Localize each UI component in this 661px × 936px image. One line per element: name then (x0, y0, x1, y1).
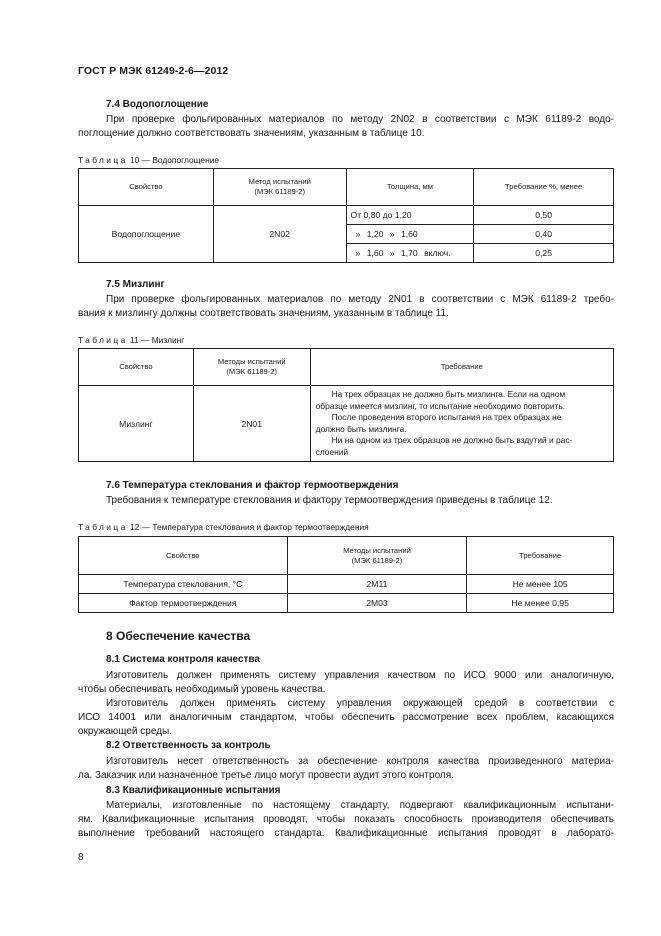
section-7-5-text (78, 293, 614, 321)
section-7-6-heading: 7.6 Температура стеклования и фактор термоотверждения (106, 480, 399, 491)
cell-property: Мизлинг (79, 386, 194, 462)
table-12 (78, 536, 614, 613)
col-header-thickness: Толщина, мм (346, 169, 474, 206)
req-line: На трех образцах не должно быть мизлинга. Если на одном (331, 389, 566, 399)
cell-method: 2N01 (193, 386, 310, 462)
cell-requirement: Не менее 0,95 (467, 594, 614, 613)
page-number: 8 (78, 852, 84, 863)
section-8-1-heading: 8.1 Система контроля качества (106, 654, 260, 665)
cell-property: Водопоглощение (79, 206, 214, 263)
col-header-method (193, 349, 310, 386)
req-line: образце имеется мизлинг, то испытание необходимо повторить. (315, 400, 566, 411)
req-line: слоений (315, 446, 349, 457)
text-line: ИСО 14001 или аналогичным стандартом, чтобы обеспечить рассмотрение всех проблем, касающихся (78, 712, 614, 723)
caption-text: 10 — Водопоглощение (129, 155, 220, 165)
section-8-2-heading: 8.2 Ответственность за контроль (106, 740, 271, 751)
text-line: Изготовитель должен применять систему управления качеством по ИСО 9000 или аналогичную, (106, 670, 614, 681)
cell-requirement: Не менее 105 (467, 575, 614, 594)
cell-thickness: » 1,60 » 1,70 включ. (346, 244, 474, 263)
header-line: Методы испытаний (343, 545, 411, 555)
document-header: ГОСТ Р МЭК 61249-2-6—2012 (78, 65, 229, 77)
section-7-6-text: Требования к температуре стеклования и фактору термоотверждения приведены в таблице 12. (106, 495, 553, 506)
table-header-row (79, 349, 614, 386)
cell-thickness: От 0,80 до 1,20 (346, 206, 474, 225)
req-line: должно быть мизлинга. (315, 423, 407, 434)
cell-requirement: 0,40 (474, 225, 614, 244)
table-10-caption (78, 155, 219, 165)
header-line: (МЭК 61189-2) (351, 555, 403, 565)
header-line: (МЭК 61189-2) (254, 187, 306, 196)
col-header-property: Свойство (79, 169, 214, 206)
cell-property: Температура стеклования, °С (79, 575, 288, 594)
table-row (79, 575, 614, 594)
section-8-heading: 8 Обеспечение качества (106, 629, 251, 643)
col-header-property: Свойство (79, 349, 194, 386)
caption-prefix: Таблица (78, 335, 128, 345)
text-line: ла. Заказчик или назначенное третье лицо могут провести аудит этого контроля. (78, 770, 454, 781)
cell-requirement: 0,25 (474, 244, 614, 263)
header-line: (МЭК 61189-2) (226, 367, 278, 376)
table-10 (78, 168, 614, 263)
text-line: окружающей среды. (78, 726, 172, 737)
text-line: поглощение должно соответствовать значениям, указанным в таблице 10. (78, 128, 425, 139)
caption-text: 12 — Температура стеклования и фактор термоотверждения (129, 522, 369, 532)
section-7-5-heading: 7.5 Мизлинг (106, 279, 165, 290)
col-header-property: Свойство (79, 537, 288, 575)
table-12-caption (78, 522, 369, 532)
section-7-4-heading: 7.4 Водопоглощение (106, 99, 209, 110)
cell-thickness: » 1,20 » 1,60 (346, 225, 474, 244)
cell-method: 2N02 (213, 206, 346, 263)
caption-text: 11 — Мизлинг (129, 335, 185, 345)
text-line: Материалы, изготовленные по настоящему стандарту, подвергают квалификационным испытани- (106, 800, 614, 811)
cell-requirement: 0,50 (474, 206, 614, 225)
table-row (79, 386, 614, 462)
table-row (79, 206, 614, 225)
caption-prefix: Таблица (78, 522, 128, 532)
text-line: выполнение требований настоящего стандарта. Квалификационные испытания проводят в лаборато- (78, 828, 614, 839)
req-line: Ни на одном из трех образцов не должно быть вздутий и рас- (331, 435, 573, 445)
req-line: После проведения второго испытания на трех образцах не (331, 412, 562, 422)
text-line: вания к мизлингу должны соответствовать значениям, указанным в таблице 11. (78, 308, 449, 319)
table-header-row (79, 169, 614, 206)
cell-method: 2M11 (287, 575, 467, 594)
table-11 (78, 348, 614, 462)
col-header-requirement: Требование (310, 349, 613, 386)
table-row (79, 594, 614, 613)
text-line: При проверке фольгированных материалов по методу 2N02 в соответствии с МЭК 61189-2 водо- (106, 114, 614, 125)
header-line: Метод испытаний (248, 177, 311, 186)
text-line: При проверке фольгированных материалов по методу 2N01 в соответствии с МЭК 61189-2 требо- (106, 294, 614, 305)
section-8-3-text (78, 799, 614, 841)
section-7-4-text (78, 113, 614, 141)
cell-property: Фактор термоотверждения (79, 594, 288, 613)
section-8-1-text (78, 669, 614, 739)
caption-prefix: Таблица (78, 155, 128, 165)
col-header-requirement: Требование %, менее (474, 169, 614, 206)
col-header-requirement: Требование (467, 537, 614, 575)
header-line: Методы испытаний (217, 357, 286, 366)
text-line: Изготовитель несет ответственность за обеспечение контроля качества произведенного материа- (106, 756, 614, 767)
col-header-method (287, 537, 467, 575)
section-8-2-text (78, 755, 614, 783)
col-header-method (213, 169, 346, 206)
text-line: Изготовитель должен применять систему управления окружающей средой в соответствии с (106, 698, 614, 709)
section-8-3-heading: 8.3 Квалификационные испытания (106, 785, 281, 796)
cell-method: 2M03 (287, 594, 467, 613)
text-line: ям. Квалификационные испытания проводят, чтобы показать способность производителя обеспечивать (78, 814, 614, 825)
table-header-row (79, 537, 614, 575)
table-11-caption (78, 335, 184, 345)
cell-requirement (310, 386, 613, 462)
text-line: чтобы обеспечивать необходимый уровень качества. (78, 684, 326, 695)
